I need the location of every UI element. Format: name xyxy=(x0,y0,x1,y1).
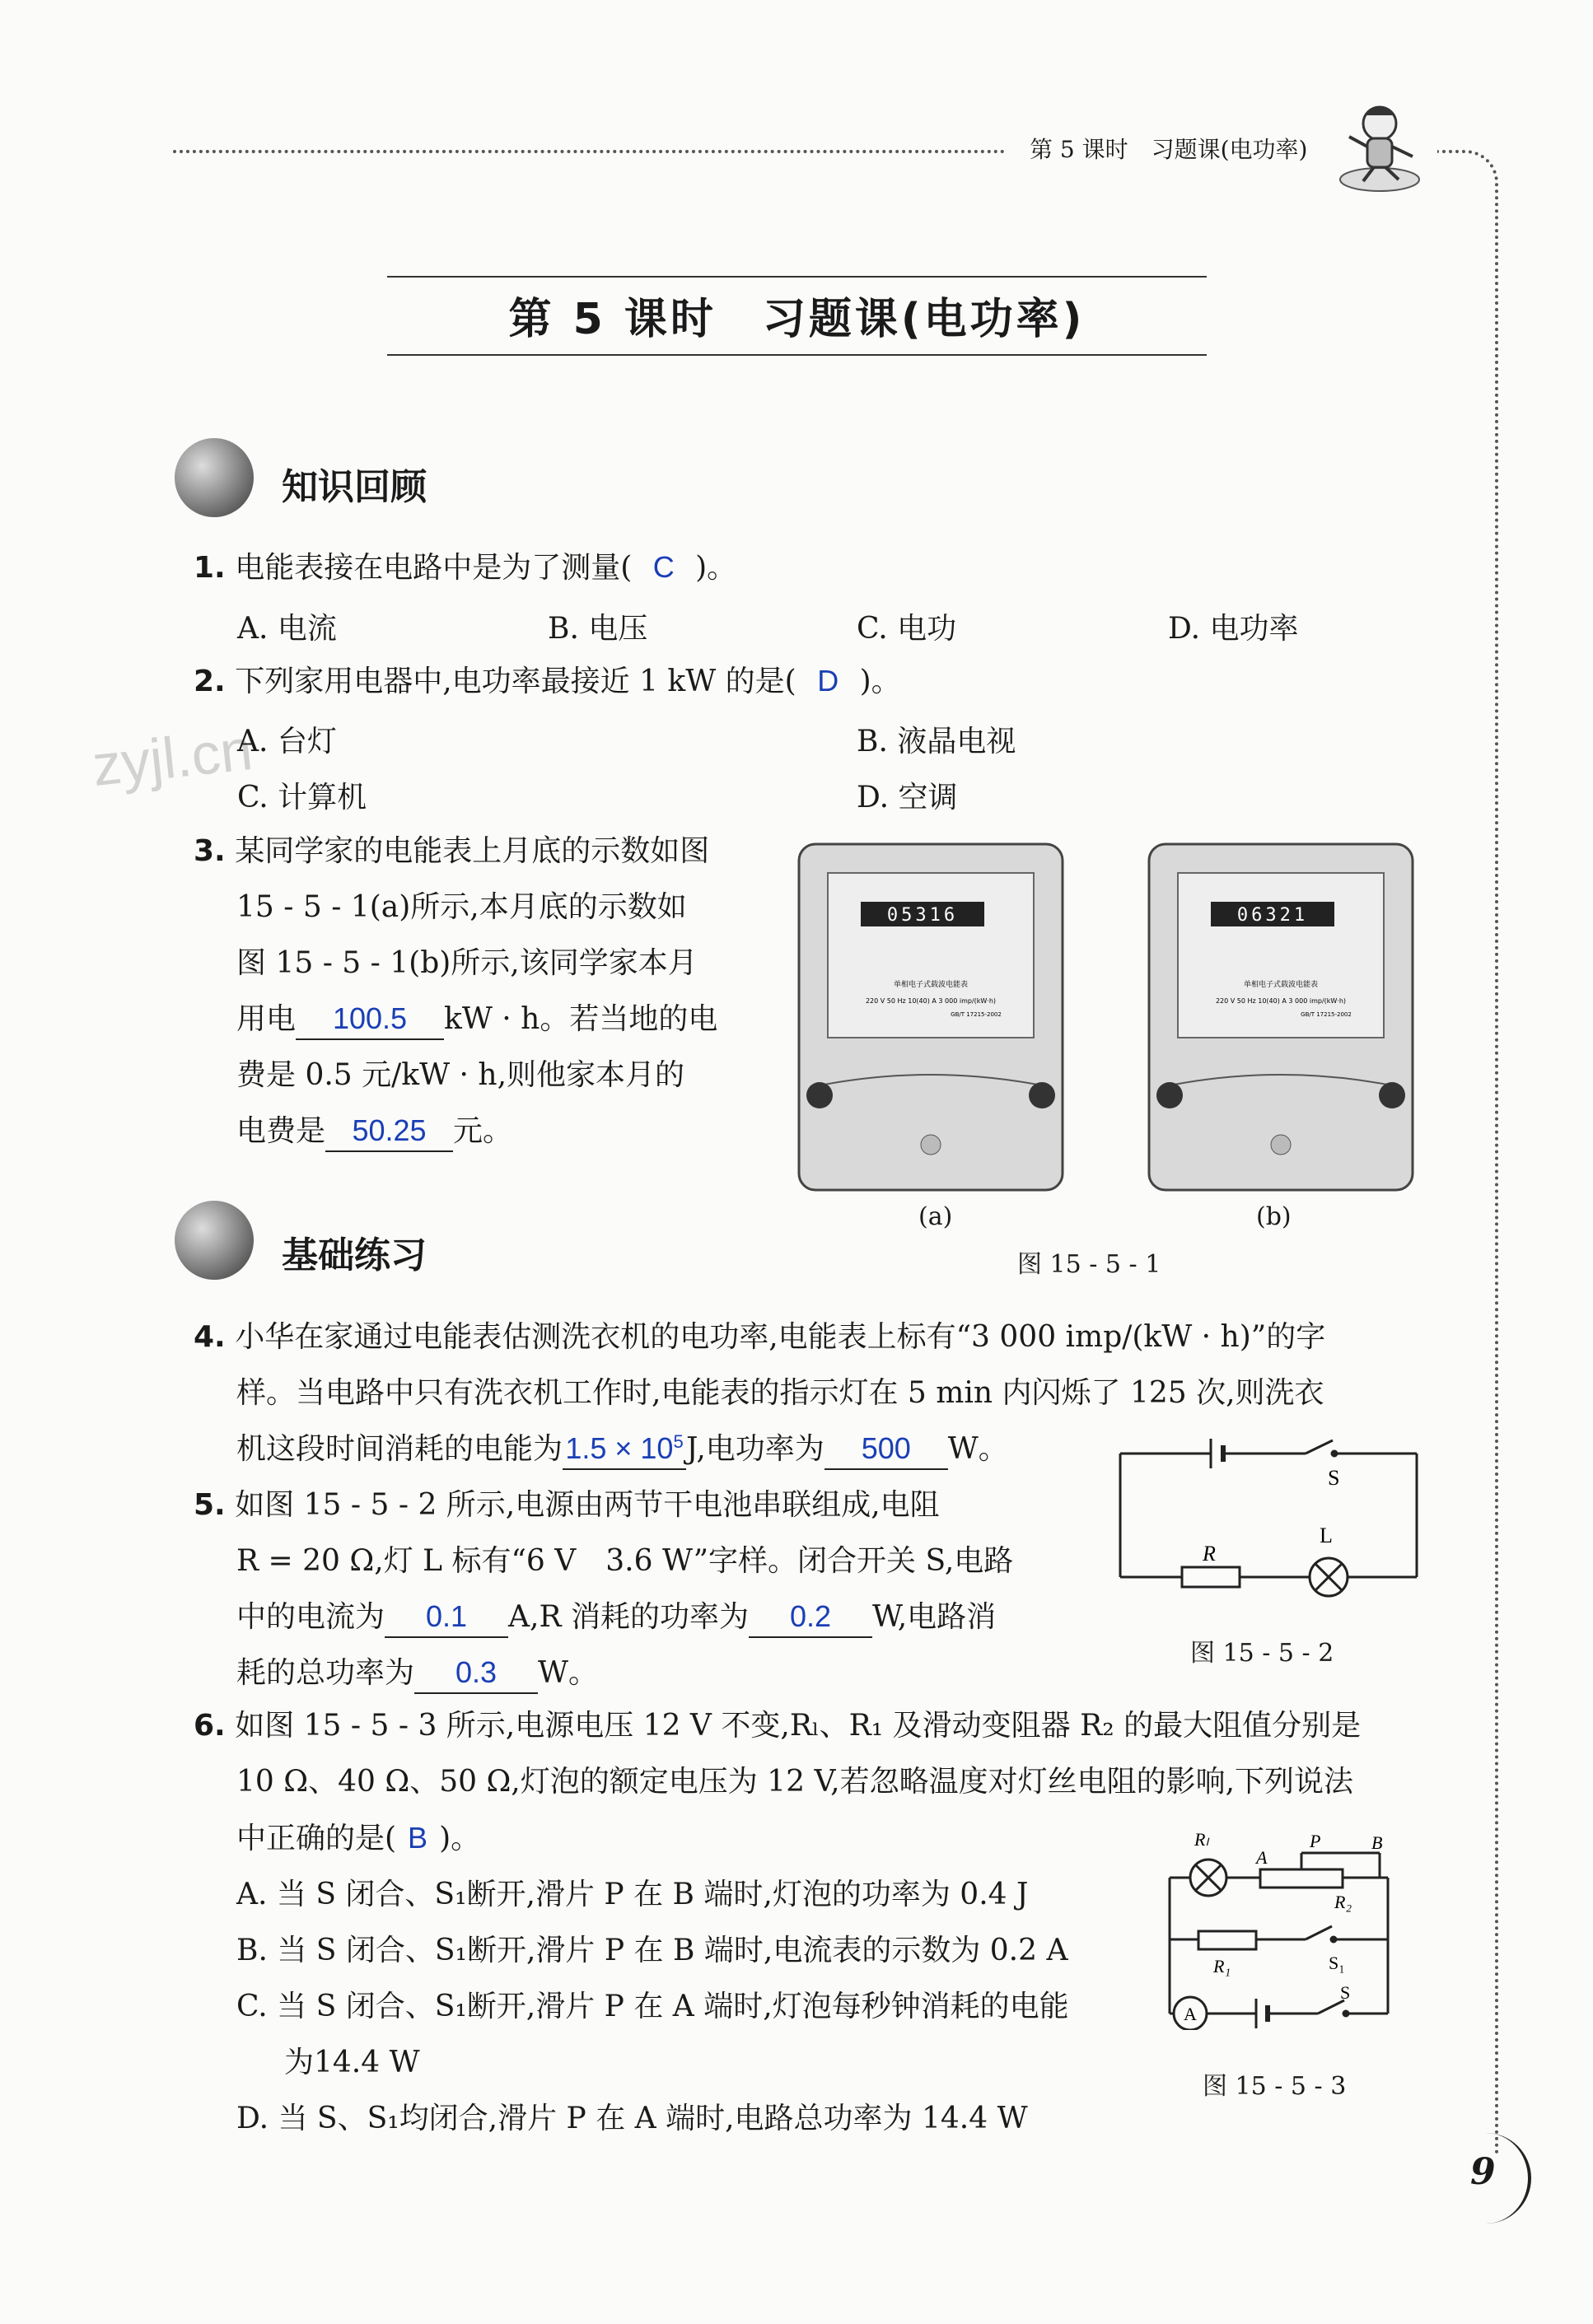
option: D. 空调 xyxy=(857,781,958,814)
option: B. 液晶电视 xyxy=(857,725,1016,758)
text-fragment: 用电 xyxy=(236,1002,297,1036)
terminal-a-label: A xyxy=(1256,1847,1268,1868)
answer-exponent: 5 xyxy=(673,1431,684,1452)
answer-blank xyxy=(563,1422,686,1470)
text-line: 10 Ω、40 Ω、50 Ω,灯泡的额定电压为 12 V,若忽略温度对灯丝电阻的影响,下列说法 xyxy=(236,1765,1354,1799)
option: D. 当 S、S₁均闭合,滑片 P 在 A 端时,电路总功率为 14.4 W xyxy=(236,2102,1028,2135)
ammeter-label: A xyxy=(1184,2004,1197,2024)
lamp-label: L xyxy=(1320,1524,1333,1547)
page-title: 第 5 课时 习题课(电功率) xyxy=(508,295,1086,344)
answer: D xyxy=(817,664,839,698)
circuit-diagram-3 xyxy=(1157,1816,1413,2030)
answer-blank: 0.3 xyxy=(414,1653,538,1694)
watermark: zyjl.cn xyxy=(89,717,256,798)
answer-blank: 100.5 xyxy=(296,999,444,1040)
answer-mantissa: 1.5 × 10 xyxy=(565,1431,674,1465)
option: A. 电流 xyxy=(237,612,337,646)
option-continued: 为14.4 W xyxy=(284,2046,420,2079)
text-line: 费是 0.5 元/kW · h,则他家本月的 xyxy=(236,1058,685,1092)
switch-s-label: S xyxy=(1340,1982,1351,2003)
section-review-icon xyxy=(175,438,254,517)
mascot-icon xyxy=(1334,97,1425,196)
meter-name: 单相电子式载波电能表 xyxy=(1243,981,1319,989)
figure-caption: 图 15 - 5 - 3 xyxy=(1203,2072,1347,2101)
text-line: 样。当电路中只有洗衣机工作时,电能表的指示灯在 5 min 内闪烁了 125 次,则洗衣 xyxy=(236,1376,1324,1410)
switch-s1-label: S₁ xyxy=(1329,1953,1345,1973)
switch-label: S xyxy=(1328,1466,1340,1490)
option: B. 当 S 闭合、S₁断开,滑片 P 在 B 端时,电流表的示数为 0.2 A xyxy=(236,1934,1068,1967)
question-number: 3. xyxy=(194,834,226,868)
terminal-b-label: B xyxy=(1371,1832,1383,1853)
question-3 xyxy=(194,824,717,1160)
figure-sublabel: (b) xyxy=(1256,1202,1292,1231)
circuit-diagram-2 xyxy=(1112,1429,1425,1618)
text-fragment: 中的电流为 xyxy=(236,1600,385,1634)
text-line: 如图 15 - 5 - 2 所示,电源由两节干电池串联组成,电阻 xyxy=(235,1488,940,1522)
page-border xyxy=(1437,150,1498,2154)
question-number: 6. xyxy=(194,1709,226,1743)
text-fragment: J,电功率为 xyxy=(686,1432,825,1466)
question-number: 1. xyxy=(194,551,226,585)
title-rule-bottom xyxy=(387,354,1207,356)
answer-blank: 50.25 xyxy=(325,1111,453,1152)
resistor-label: R xyxy=(1203,1542,1216,1566)
text-fragment: )。 xyxy=(439,1822,481,1855)
figure-caption: 图 15 - 5 - 1 xyxy=(1017,1250,1161,1279)
section-basic-title: 基础练习 xyxy=(282,1234,427,1276)
answer-blank: 0.1 xyxy=(385,1597,508,1638)
option: A. 当 S 闭合、S₁断开,滑片 P 在 B 端时,灯泡的功率为 0.4 J xyxy=(236,1878,1029,1911)
figure-sublabel: (a) xyxy=(918,1202,953,1231)
option: D. 电功率 xyxy=(1168,612,1299,646)
option: C. 电功 xyxy=(857,612,957,646)
resistor-label: R₁ xyxy=(1213,1956,1231,1976)
answer-blank: 500 xyxy=(825,1429,948,1470)
answer: B xyxy=(408,1821,428,1855)
meter-standard: GB/T 17215-2002 xyxy=(1301,1011,1352,1018)
running-header: 第 5 课时 习题课(电功率) xyxy=(1030,136,1308,163)
text-fragment: A,R 消耗的功率为 xyxy=(508,1600,750,1634)
text-fragment: 电费是 xyxy=(236,1114,326,1148)
title-rule-top xyxy=(387,276,1207,278)
question-number: 5. xyxy=(194,1488,226,1522)
text-line: 某同学家的电能表上月底的示数如图 xyxy=(235,834,710,868)
meter-spec: 220 V 50 Hz 10(40) A 3 000 imp/(kW·h) xyxy=(1215,997,1347,1005)
meter-standard: GB/T 17215-2002 xyxy=(951,1011,1002,1018)
meter-reading: 05316 xyxy=(886,905,959,926)
option: A. 台灯 xyxy=(237,725,337,758)
rheostat-label: R₂ xyxy=(1334,1892,1352,1912)
section-basic-icon xyxy=(175,1201,254,1280)
electric-meter-b xyxy=(1145,840,1417,1194)
meter-reading: 06321 xyxy=(1236,905,1309,926)
question-number: 2. xyxy=(194,665,226,698)
option: C. 当 S 闭合、S₁断开,滑片 P 在 A 端时,灯泡每秒钟消耗的电能 xyxy=(236,1990,1069,2023)
section-review-title: 知识回顾 xyxy=(282,466,427,508)
option: C. 计算机 xyxy=(237,781,367,814)
question-1 xyxy=(194,539,736,596)
question-end: )。 xyxy=(695,551,737,585)
lamp-label: Rₗ xyxy=(1194,1829,1209,1850)
page-number: 9 xyxy=(1470,2151,1496,2193)
question-5 xyxy=(194,1477,1013,1701)
text-line: 15 - 5 - 1(a)所示,本月底的示数如 xyxy=(236,890,687,924)
header-dotted-line xyxy=(173,150,1005,153)
figure-caption: 图 15 - 5 - 2 xyxy=(1190,1639,1334,1668)
text-line: 如图 15 - 5 - 3 所示,电源电压 12 V 不变,Rₗ、R₁ 及滑动变阻器 R₂ 的最大阻值分别是 xyxy=(235,1709,1362,1743)
text-fragment: W,电路消 xyxy=(872,1600,997,1634)
answer: C xyxy=(652,550,675,584)
text-line: 图 15 - 5 - 1(b)所示,该同学家本月 xyxy=(236,946,698,980)
question-2 xyxy=(194,653,901,710)
text-line: R = 20 Ω,灯 L 标有“6 V 3.6 W”字样。闭合开关 S,电路 xyxy=(236,1544,1014,1578)
meter-name: 单相电子式载波电能表 xyxy=(893,981,969,989)
text-line: 小华在家通过电能表估测洗衣机的电功率,电能表上标有“3 000 imp/(kW · h)”的字 xyxy=(235,1320,1326,1354)
question-stem: 下列家用电器中,电功率最接近 1 kW 的是( xyxy=(235,665,796,698)
question-stem: 电能表接在电路中是为了测量( xyxy=(235,551,633,585)
text-fragment: 耗的总功率为 xyxy=(236,1656,415,1690)
electric-meter-a xyxy=(795,840,1067,1194)
text-fragment: 元。 xyxy=(453,1114,513,1148)
text-fragment: 中正确的是( xyxy=(236,1822,397,1855)
text-fragment: W。 xyxy=(947,1432,1008,1466)
text-fragment: W。 xyxy=(538,1656,599,1690)
question-number: 4. xyxy=(194,1320,226,1354)
option: B. 电压 xyxy=(548,612,648,646)
slider-label: P xyxy=(1310,1831,1321,1851)
question-end: )。 xyxy=(859,665,901,698)
text-fragment: 机这段时间消耗的电能为 xyxy=(236,1432,563,1466)
meter-spec: 220 V 50 Hz 10(40) A 3 000 imp/(kW·h) xyxy=(865,997,997,1005)
answer-blank: 0.2 xyxy=(749,1597,872,1638)
text-fragment: kW · h。若当地的电 xyxy=(444,1002,718,1036)
